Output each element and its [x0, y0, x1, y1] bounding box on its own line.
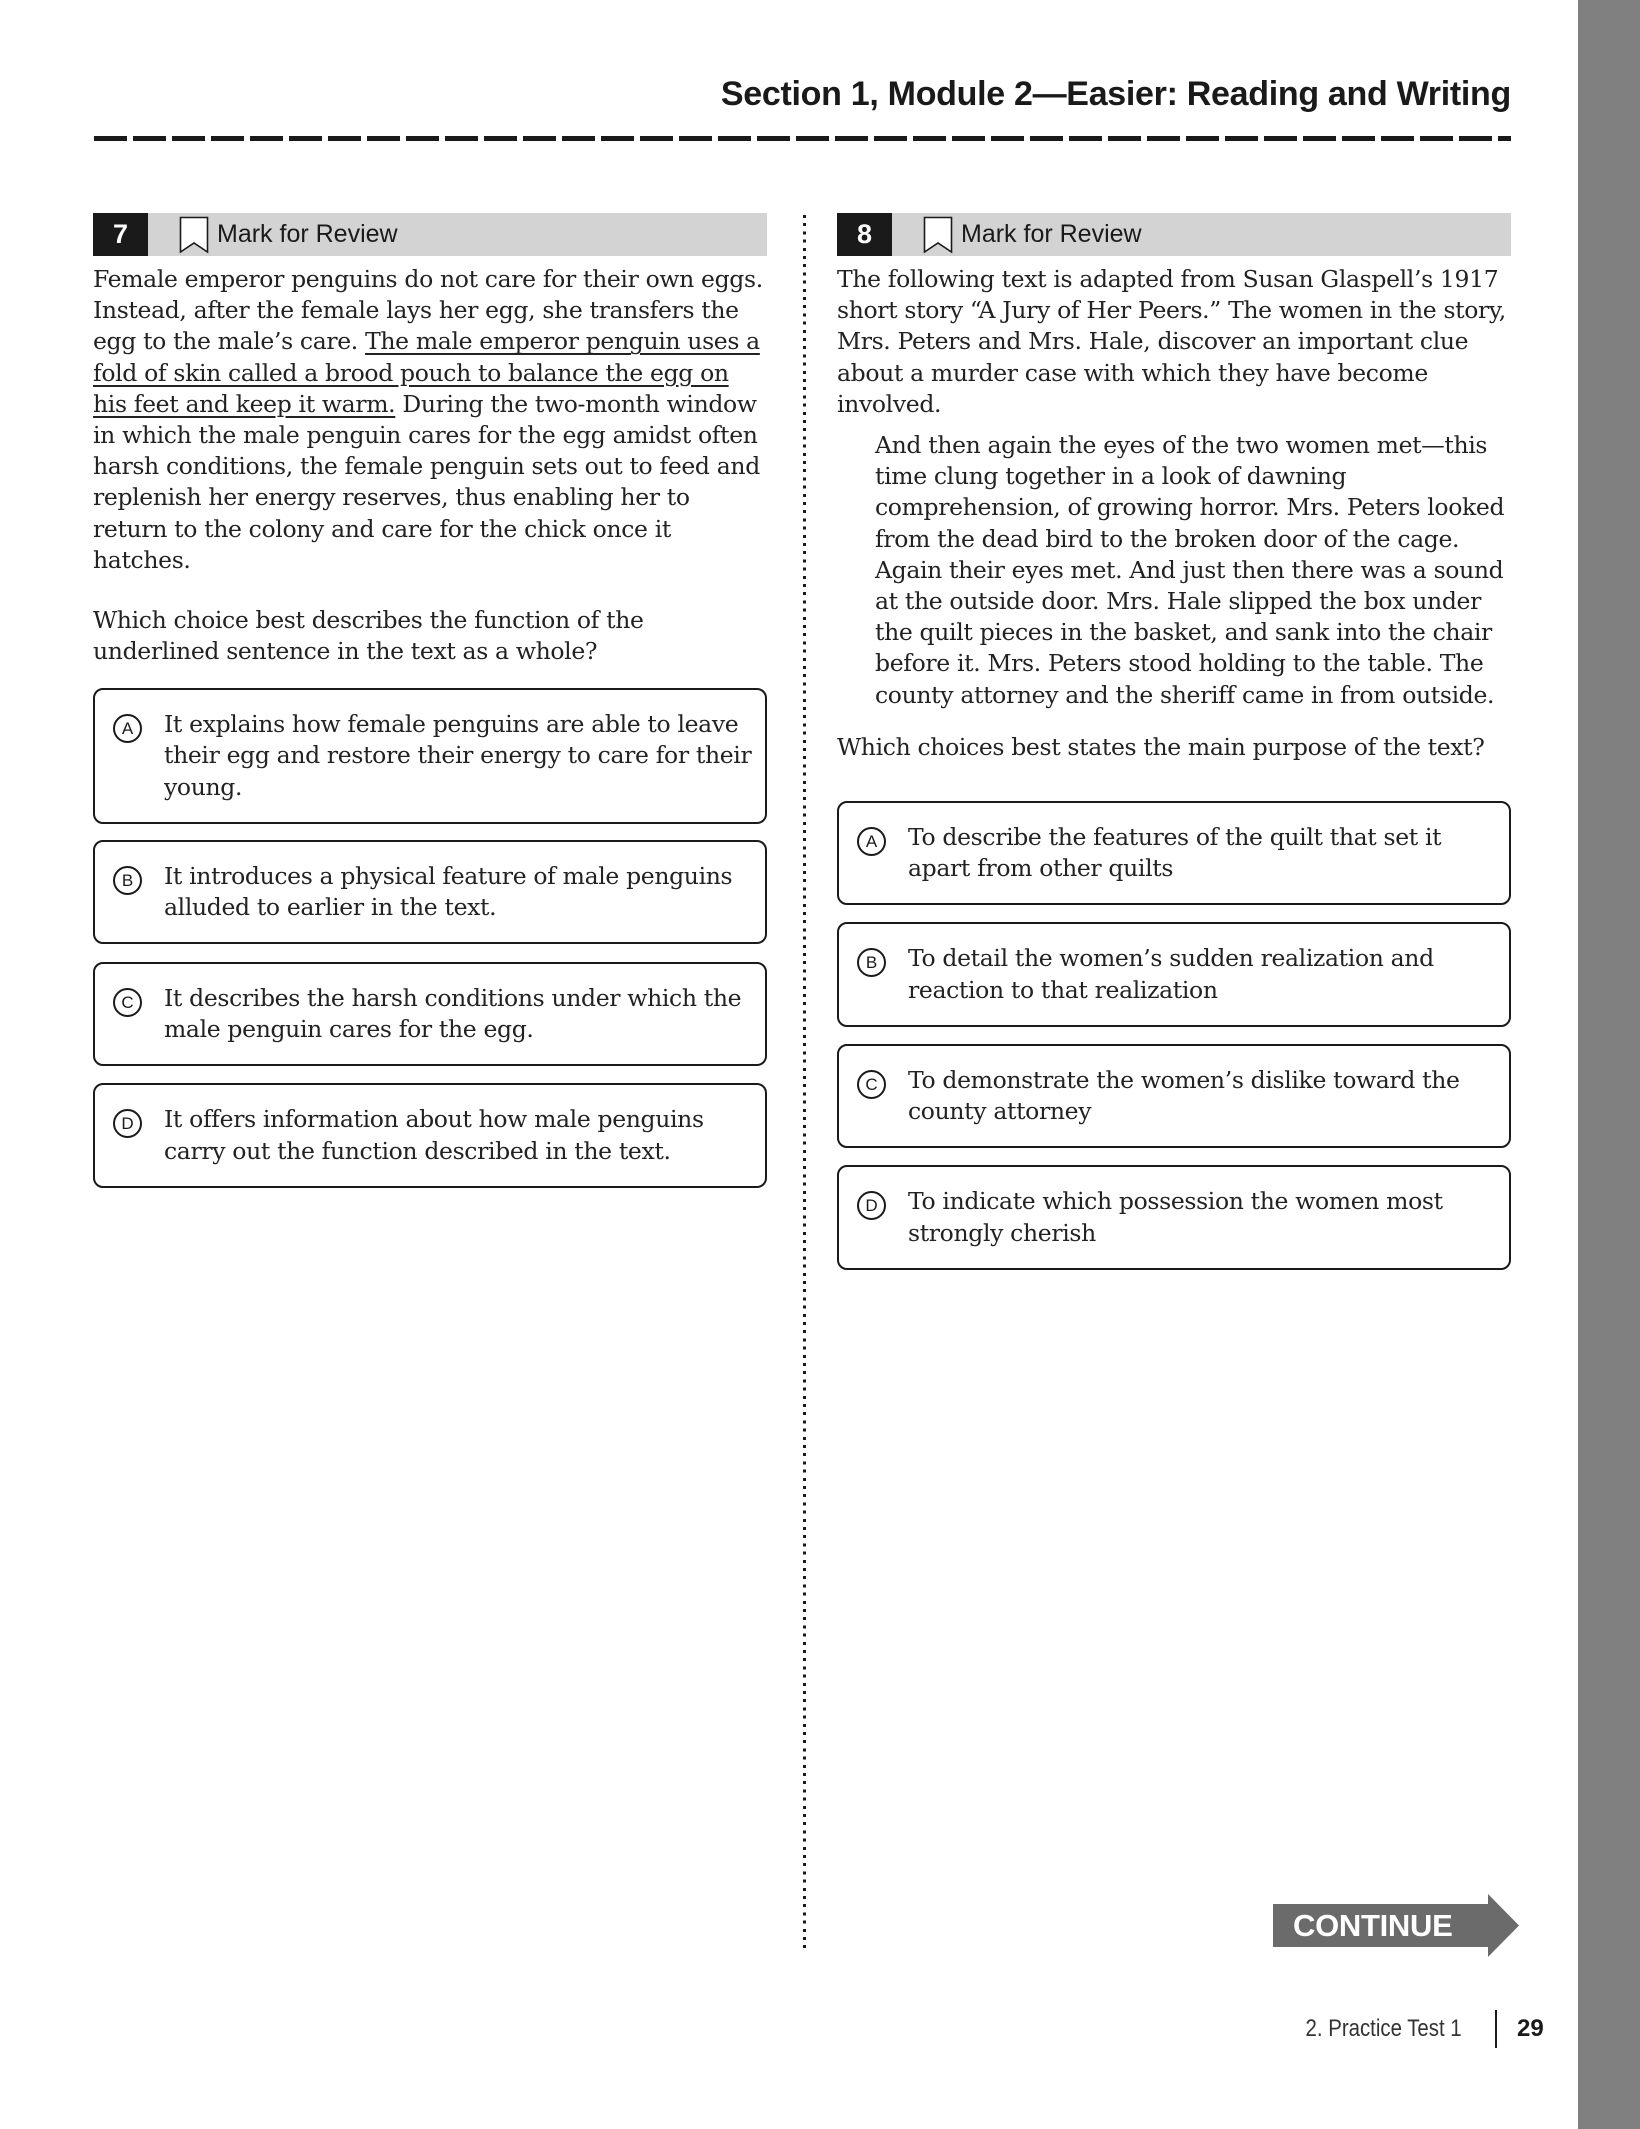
- choice-text: To detail the women’s sudden realization and reaction to that realization: [908, 944, 1434, 1004]
- section-title: Section 1, Module 2—Easier: Reading and Writing: [720, 75, 1511, 113]
- choice-text: To describe the features of the quilt that set it apart from other quilts: [908, 822, 1442, 882]
- page-footer: [1300, 2010, 1550, 2048]
- continue-button[interactable]: [1273, 1894, 1519, 1957]
- answer-choice-b[interactable]: [93, 840, 767, 944]
- question-header: [837, 213, 1511, 256]
- question-number: 7: [93, 213, 148, 256]
- footer-chapter: 2. Practice Test 1: [1305, 2015, 1462, 2042]
- passage-text-after: During the two-month window in which the male penguin cares for the egg amidst often harsh conditions, the female penguin sets out to feed and replenish her energy reserves, thus enabling her to return to the colony and care for the chick once it hatches.: [93, 389, 760, 574]
- answer-choice-d[interactable]: [837, 1165, 1511, 1270]
- choice-letter-b: B: [857, 948, 886, 977]
- question-number: 8: [837, 213, 892, 256]
- question-prompt: Which choices best states the main purpose of the text?: [837, 732, 1485, 761]
- choice-text: It offers information about how male penguins carry out the function described in the text.: [164, 1105, 704, 1165]
- answer-choice-d[interactable]: [93, 1083, 767, 1188]
- question-8: [837, 213, 1511, 1247]
- mark-for-review-button[interactable]: Mark for Review: [961, 220, 1142, 248]
- answer-choice-a[interactable]: [837, 801, 1511, 905]
- underlined-sentence: The male emperor penguin uses a fold of skin called a brood pouch to balance the egg on his feet and keep it warm.: [93, 327, 760, 418]
- page-edge-band: [1578, 0, 1640, 2129]
- passage-text: [93, 264, 767, 576]
- choice-text: To demonstrate the women’s dislike toward the county attorney: [908, 1065, 1460, 1125]
- choice-letter-c: C: [857, 1070, 886, 1099]
- question-prompt: Which choice best describes the function of the underlined sentence in the text as a whole?: [93, 606, 644, 666]
- answer-choice-b[interactable]: [837, 922, 1511, 1027]
- passage-quote: And then again the eyes of the two women met—this time clung together in a look of dawning comprehension, of growing horror. Mrs. Peters looked from the dead bird to the broken door of the cage. Again their eyes met. And just then there was a sound at the outside door. Mrs. Hale slipped the box under the quilt pieces in the basket, and sank into the chair before it. Mrs. Peters stood holding to the table. The county attorney and the sheriff came in from outside.: [875, 431, 1505, 709]
- passage-text-before: Female emperor penguins do not care for their own eggs. Instead, after the female lays her egg, she transfers the egg to the male’s care.: [93, 265, 763, 356]
- bookmark-icon[interactable]: [923, 216, 953, 254]
- question-7: [93, 213, 767, 1165]
- answer-choice-c[interactable]: [837, 1044, 1511, 1148]
- answer-choice-a[interactable]: [93, 688, 767, 824]
- page-number: 29: [1517, 2015, 1544, 2042]
- choice-letter-c: C: [113, 988, 142, 1017]
- passage-intro: The following text is adapted from Susan Glaspell’s 1917 short story “A Jury of Her Peers.” The women in the story, Mrs. Peters and Mrs. Hale, discover an important clue about a murder case with which they have become involved.: [837, 265, 1506, 418]
- column-divider: [803, 215, 806, 1950]
- choice-text: It introduces a physical feature of male penguins alluded to earlier in the text.: [164, 861, 733, 921]
- bookmark-icon[interactable]: [179, 216, 209, 254]
- choice-text: It explains how female penguins are able to leave their egg and restore their energy to care for their young.: [164, 710, 752, 801]
- mark-for-review-button[interactable]: Mark for Review: [217, 220, 398, 248]
- continue-label: CONTINUE: [1293, 1908, 1453, 1943]
- choice-letter-a: A: [113, 714, 142, 743]
- choice-text: It describes the harsh conditions under which the male penguin cares for the egg.: [164, 983, 742, 1043]
- question-header: [93, 213, 767, 256]
- choice-text: To indicate which possession the women most strongly cherish: [908, 1187, 1443, 1247]
- answer-choice-c[interactable]: [93, 962, 767, 1066]
- choice-letter-a: A: [857, 827, 886, 856]
- choice-letter-b: B: [113, 866, 142, 895]
- choice-letter-d: D: [113, 1109, 142, 1138]
- footer-separator: [1495, 2010, 1497, 2048]
- header-dashed-rule: [94, 136, 1511, 141]
- choice-letter-d: D: [857, 1191, 886, 1220]
